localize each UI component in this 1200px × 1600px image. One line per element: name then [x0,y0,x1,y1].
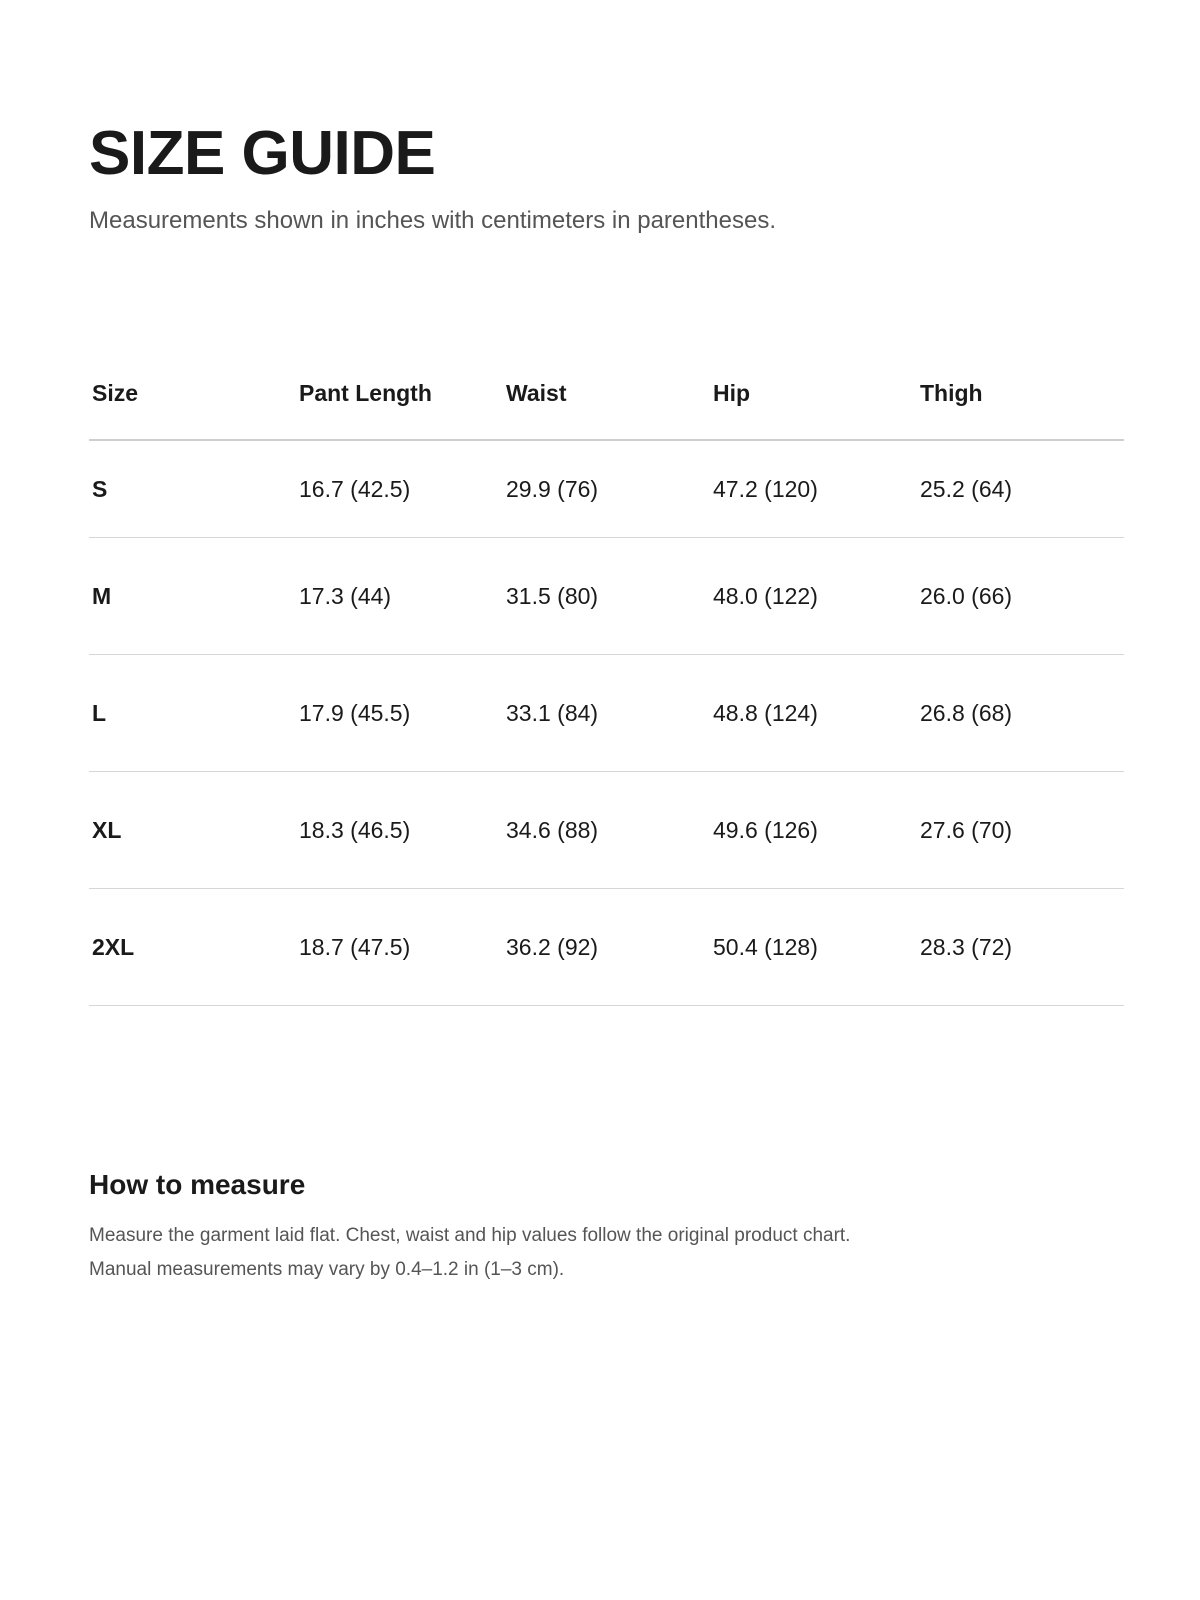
thigh-cell: 26.8 (68) [917,655,1124,772]
hip-cell: 48.8 (124) [710,655,917,772]
size-cell: S [89,440,296,538]
table-row [89,889,1124,1006]
how-to-measure-line: Manual measurements may vary by 0.4–1.2 in (1–3 cm). [89,1259,565,1280]
pant-length-cell: 17.3 (44) [296,538,503,655]
hip-cell: 50.4 (128) [710,889,917,1006]
waist-cell: 34.6 (88) [503,772,710,889]
thigh-cell: 28.3 (72) [917,889,1124,1006]
thigh-cell: 26.0 (66) [917,538,1124,655]
pant-length-cell: 18.7 (47.5) [296,889,503,1006]
column-header-waist: Waist [503,360,710,440]
table-row [89,538,1124,655]
waist-cell: 36.2 (92) [503,889,710,1006]
table-header-row [89,360,1124,440]
size-cell: L [89,655,296,772]
size-table [89,360,1124,1006]
pant-length-cell: 17.9 (45.5) [296,655,503,772]
table-row [89,655,1124,772]
how-to-measure-line: Measure the garment laid flat. Chest, waist and hip values follow the original product chart. [89,1225,851,1246]
waist-cell: 29.9 (76) [503,440,710,538]
thigh-cell: 27.6 (70) [917,772,1124,889]
waist-cell: 31.5 (80) [503,538,710,655]
page-title: SIZE GUIDE [89,119,436,188]
size-cell: XL [89,772,296,889]
column-header-size: Size [89,360,296,440]
waist-cell: 33.1 (84) [503,655,710,772]
table-row [89,772,1124,889]
column-header-hip: Hip [710,360,917,440]
how-to-measure-heading: How to measure [89,1169,306,1200]
column-header-pant-length: Pant Length [296,360,503,440]
size-cell: 2XL [89,889,296,1006]
pant-length-cell: 18.3 (46.5) [296,772,503,889]
size-cell: M [89,538,296,655]
pant-length-cell: 16.7 (42.5) [296,440,503,538]
page-subtitle: Measurements shown in inches with centimeters in parentheses. [89,207,776,234]
hip-cell: 47.2 (120) [710,440,917,538]
table-row [89,440,1124,538]
column-header-thigh: Thigh [917,360,1124,440]
hip-cell: 48.0 (122) [710,538,917,655]
hip-cell: 49.6 (126) [710,772,917,889]
how-to-measure-text [89,1219,850,1287]
thigh-cell: 25.2 (64) [917,440,1124,538]
